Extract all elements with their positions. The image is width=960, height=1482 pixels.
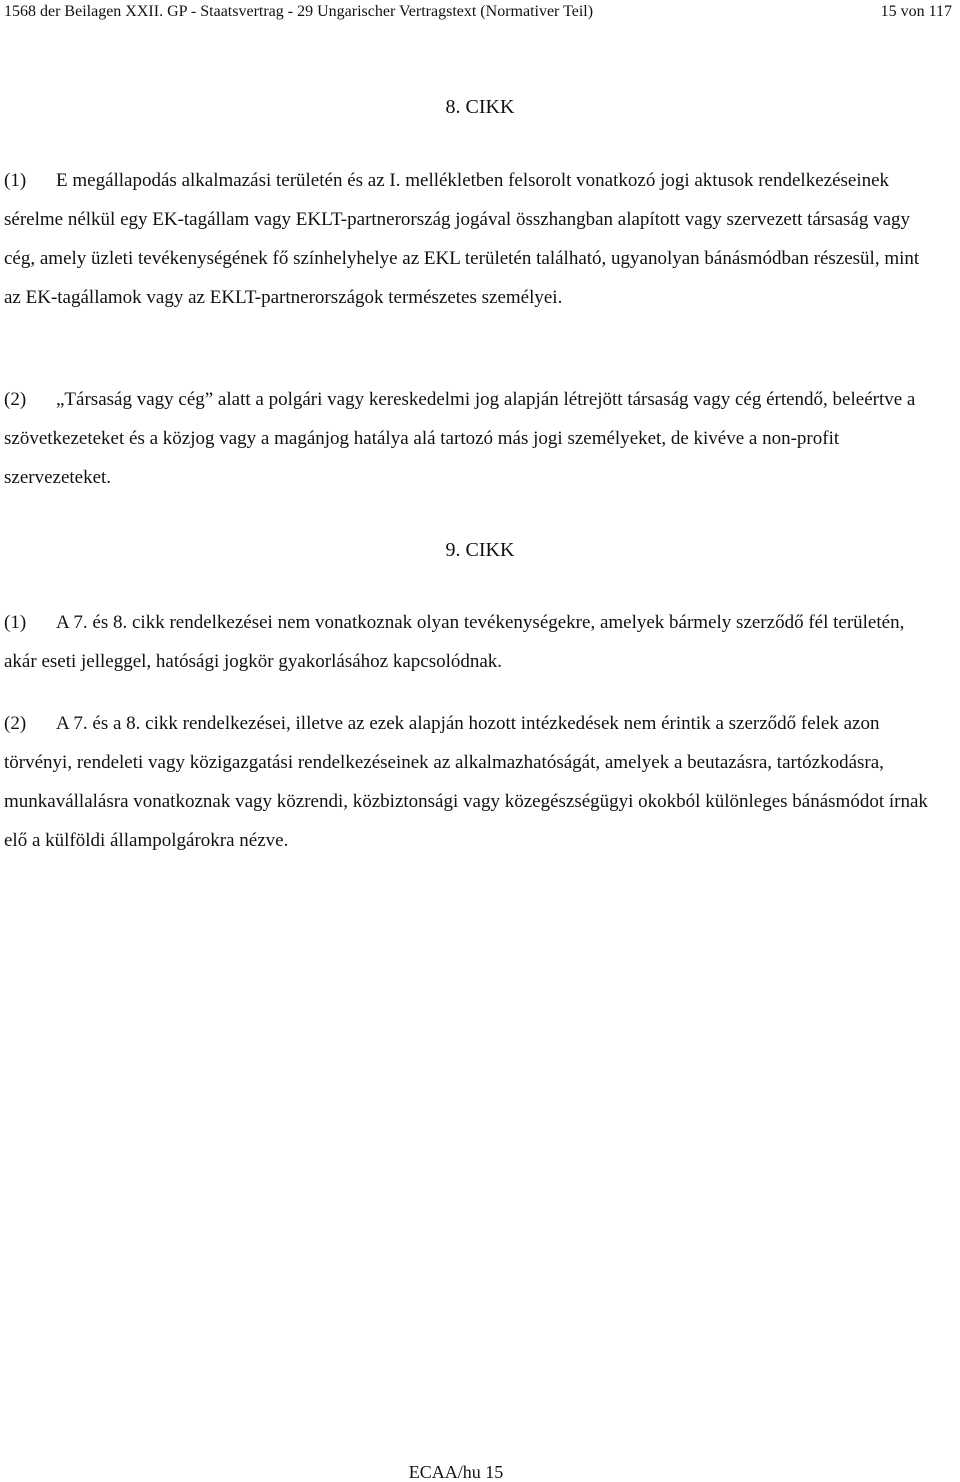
paragraph-number: (2) [4,713,27,734]
paragraph-number: (2) [4,389,27,410]
running-header-title: 1568 der Beilagen XXII. GP - Staatsvertrag - 29 Ungarischer Vertragstext (Normativer Teil) [4,3,594,20]
article-8-heading: 8. CIKK [445,96,515,118]
article-8-paragraph-1 [4,161,934,317]
paragraph-text: E megállapodás alkalmazási területén és az I. mellékletben felsorolt vonatkozó jogi aktusok rendelkezéseinek sérelme nélkül egy EK-tagállam vagy EKLT-partnerország jogával összhangban alapított vagy szervezett társaság vagy cég, amely üzleti tevékenységének fő színhelyhelye az EKL területén található, ugyanolyan bánásmódban részesül, mint az EK-tagállamok vagy az EKLT-partnerországok természetes személyei. [4,170,920,308]
article-9-paragraph-1 [4,603,934,681]
paragraph-text: „Társaság vagy cég” alatt a polgári vagy kereskedelmi jog alapján létrejött társaság vagy cég értendő, beleértve a szövetkezeteket és a közjog vagy a magánjog hatálya alá tartozó más jogi személyeket, de kivéve a non-profit szervezeteket. [4,389,916,488]
paragraph-number: (1) [4,612,27,633]
paragraph-text: A 7. és 8. cikk rendelkezései nem vonatkoznak olyan tevékenységekre, amelyek bármely szerződő fél területén, akár eseti jelleggel, hatósági jogkör gyakorlásához kapcsolódnak. [4,612,905,672]
paragraph-text: A 7. és a 8. cikk rendelkezései, illetve az ezek alapján hozott intézkedések nem érintik a szerződő felek azon törvényi, rendeleti vagy közigazgatási rendelkezéseinek az alkalmazhatóságát, amelyek a beutazásra, tartózkodásra, munkavállalásra vonatkoznak vagy közrendi, közbiztonsági vagy közegészségügyi okokból különleges bánásmódot írnak elő a külföldi állampolgárokra nézve. [4,713,928,851]
article-9-heading: 9. CIKK [445,539,515,561]
paragraph-number: (1) [4,170,27,191]
article-8-paragraph-2 [4,380,934,497]
article-9-paragraph-2 [4,704,934,860]
page-footer: ECAA/hu 15 [408,1462,504,1482]
page-counter: 15 von 117 [880,3,952,20]
